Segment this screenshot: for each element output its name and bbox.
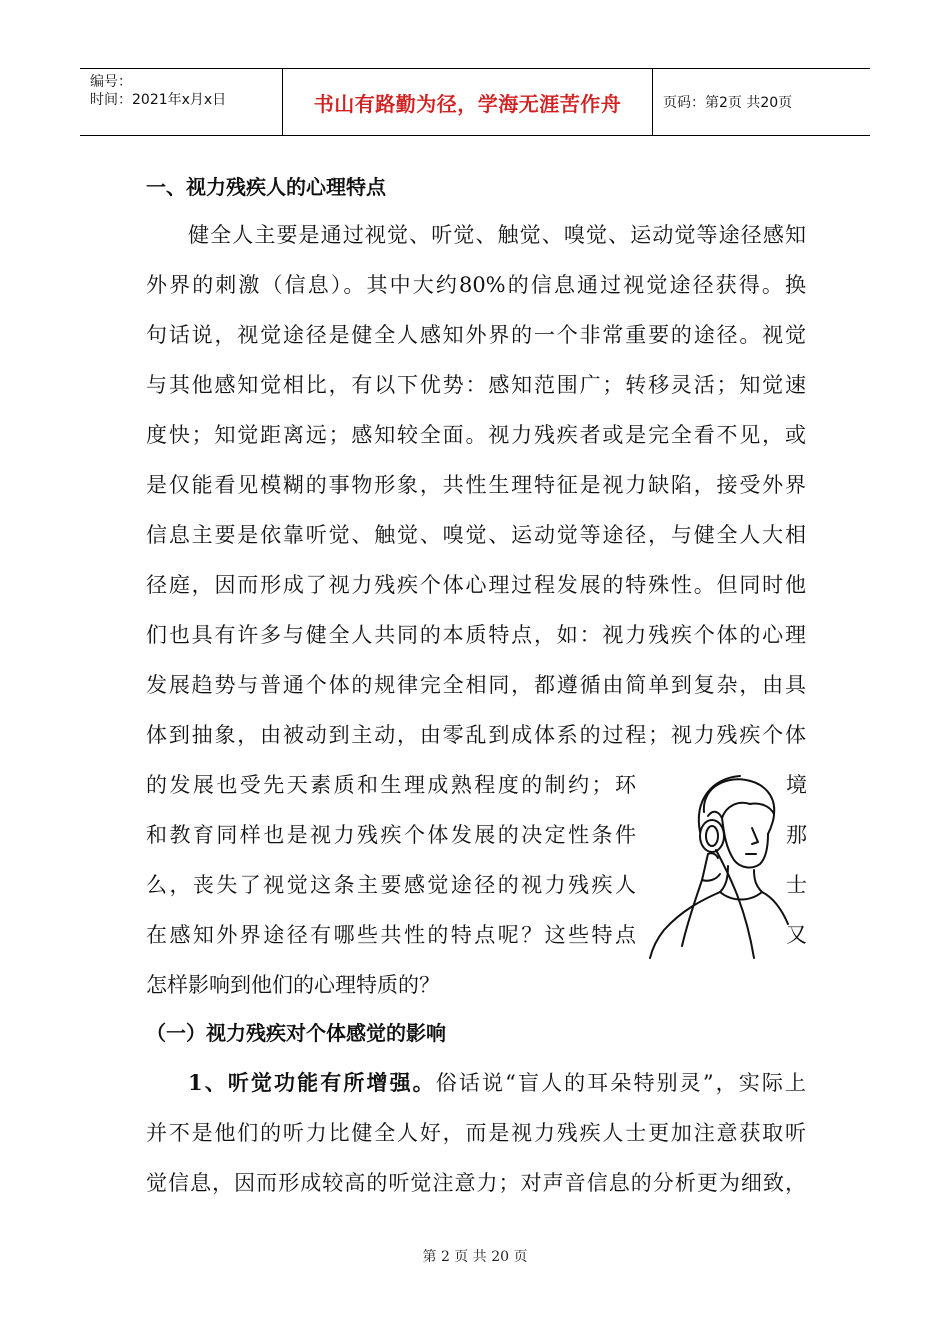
wrap-line-left: 的发展也受先天素质和生理成熟程度的制约；环 <box>146 773 636 797</box>
paragraph-lead-bold: 1、听觉功能有所增强。 <box>188 1070 436 1095</box>
header-meta-cell <box>80 69 283 135</box>
paragraph-line: 健全人主要是通过视觉、听觉、触觉、嗅觉、运动觉等途径感知 <box>188 223 806 247</box>
document-time-label: 时间：2021年x月x日 <box>90 92 227 108</box>
paragraph-line: 觉信息，因而形成较高的听觉注意力；对声音信息的分析更为细致， <box>146 1171 806 1195</box>
section-heading: 一、视力残疾人的心理特点 <box>146 175 386 199</box>
paragraph-line: 信息主要是依靠听觉、触觉、嗅觉、运动觉等途径，与健全人大相 <box>146 523 806 547</box>
paragraph-line: 们也具有许多与健全人共同的本质特点，如：视力残疾个体的心理 <box>146 623 806 647</box>
paragraph-line-first <box>188 1068 806 1098</box>
header-page-info: 页码：第2页 共20页 <box>663 95 793 111</box>
paragraph-line: 体到抽象，由被动到主动，由零乱到成体系的过程；视力残疾个体 <box>146 723 806 747</box>
header-motto: 书山有路勤为径，学海无涯苦作舟 <box>283 69 653 135</box>
paragraph-line: 发展趋势与普通个体的规律完全相同，都遵循由简单到复杂，由具 <box>146 673 806 697</box>
paragraph-line: 并不是他们的听力比健全人好，而是视力残疾人士更加注意获取听 <box>146 1121 806 1145</box>
wrap-line-left: 在感知外界途径有哪些共性的特点呢？这些特点 <box>146 923 636 947</box>
header-table <box>80 68 870 136</box>
wrap-line-right: 又 <box>786 923 807 947</box>
paragraph-line: 径庭，因而形成了视力残疾个体心理过程发展的特殊性。但同时他 <box>146 573 806 597</box>
paragraph-line: 外界的刺激（信息）。其中大约80%的信息通过视觉途径获得。换 <box>146 273 806 297</box>
paragraph-line: 与其他感知觉相比，有以下优势：感知范围广；转移灵活；知觉速 <box>146 373 806 397</box>
wrap-line-right: 士 <box>786 873 807 897</box>
page-footer: 第 2 页 共 20 页 <box>422 1249 528 1265</box>
wrap-line-right: 那 <box>786 823 807 847</box>
paragraph-line: 度快；知觉距离远；感知较全面。视力残疾者或是完全看不见，或 <box>146 423 806 447</box>
paragraph-lead-rest: 俗话说“盲人的耳朵特别灵”，实际上 <box>435 1071 806 1095</box>
paragraph-line: 怎样影响到他们的心理特质的？ <box>146 973 440 997</box>
headphone-person-illustration <box>642 770 802 960</box>
paragraph-line: 是仅能看见模糊的事物形象，共性生理特征是视力缺陷，接受外界 <box>146 473 806 497</box>
wrap-line-right: 境 <box>786 773 807 797</box>
document-number-label: 编号： <box>90 74 132 90</box>
wrap-line-left: 么，丧失了视觉这条主要感觉途径的视力残疾人 <box>146 873 636 897</box>
paragraph-line: 句话说，视觉途径是健全人感知外界的一个非常重要的途径。视觉 <box>146 323 806 347</box>
wrap-line-left: 和教育同样也是视力残疾个体发展的决定性条件 <box>146 823 636 847</box>
subsection-heading: （一）视力残疾对个体感觉的影响 <box>146 1021 446 1045</box>
